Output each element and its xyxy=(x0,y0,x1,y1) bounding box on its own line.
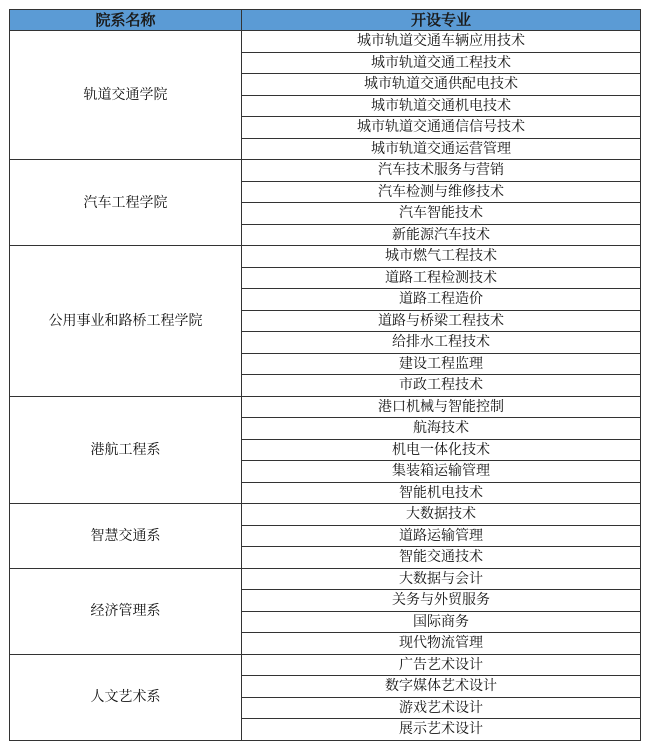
table-row xyxy=(10,31,641,53)
header-row xyxy=(10,10,641,31)
major-name: 道路工程检测技术 xyxy=(242,267,641,289)
major-name: 大数据技术 xyxy=(242,504,641,526)
department-name: 智慧交通系 xyxy=(10,504,242,569)
table-body xyxy=(10,31,641,741)
department-name: 轨道交通学院 xyxy=(10,31,242,160)
department-name: 汽车工程学院 xyxy=(10,160,242,246)
major-name: 港口机械与智能控制 xyxy=(242,396,641,418)
major-name: 城市燃气工程技术 xyxy=(242,246,641,268)
table-row xyxy=(10,396,641,418)
department-name: 公用事业和路桥工程学院 xyxy=(10,246,242,397)
major-name: 数字媒体艺术设计 xyxy=(242,676,641,698)
major-name: 集装箱运输管理 xyxy=(242,461,641,483)
majors-table xyxy=(9,9,641,741)
major-name: 汽车检测与维修技术 xyxy=(242,181,641,203)
major-name: 大数据与会计 xyxy=(242,568,641,590)
major-name: 城市轨道交通运营管理 xyxy=(242,138,641,160)
table-row xyxy=(10,654,641,676)
department-name: 人文艺术系 xyxy=(10,654,242,740)
major-name: 城市轨道交通车辆应用技术 xyxy=(242,31,641,53)
major-name: 给排水工程技术 xyxy=(242,332,641,354)
major-name: 城市轨道交通机电技术 xyxy=(242,95,641,117)
table-row xyxy=(10,160,641,182)
major-name: 游戏艺术设计 xyxy=(242,697,641,719)
major-name: 关务与外贸服务 xyxy=(242,590,641,612)
major-name: 航海技术 xyxy=(242,418,641,440)
table-row xyxy=(10,246,641,268)
major-name: 城市轨道交通工程技术 xyxy=(242,52,641,74)
major-name: 机电一体化技术 xyxy=(242,439,641,461)
department-name: 港航工程系 xyxy=(10,396,242,504)
major-name: 展示艺术设计 xyxy=(242,719,641,741)
major-name: 智能机电技术 xyxy=(242,482,641,504)
header-department: 院系名称 xyxy=(10,10,242,31)
department-name: 经济管理系 xyxy=(10,568,242,654)
major-name: 国际商务 xyxy=(242,611,641,633)
table-row xyxy=(10,504,641,526)
major-name: 新能源汽车技术 xyxy=(242,224,641,246)
header-majors: 开设专业 xyxy=(242,10,641,31)
major-name: 智能交通技术 xyxy=(242,547,641,569)
major-name: 市政工程技术 xyxy=(242,375,641,397)
major-name: 城市轨道交通通信信号技术 xyxy=(242,117,641,139)
major-name: 汽车智能技术 xyxy=(242,203,641,225)
major-name: 道路运输管理 xyxy=(242,525,641,547)
major-name: 道路与桥梁工程技术 xyxy=(242,310,641,332)
major-name: 建设工程监理 xyxy=(242,353,641,375)
major-name: 城市轨道交通供配电技术 xyxy=(242,74,641,96)
major-name: 汽车技术服务与营销 xyxy=(242,160,641,182)
major-name: 道路工程造价 xyxy=(242,289,641,311)
table-row xyxy=(10,568,641,590)
table-header xyxy=(10,10,641,31)
major-name: 广告艺术设计 xyxy=(242,654,641,676)
major-name: 现代物流管理 xyxy=(242,633,641,655)
